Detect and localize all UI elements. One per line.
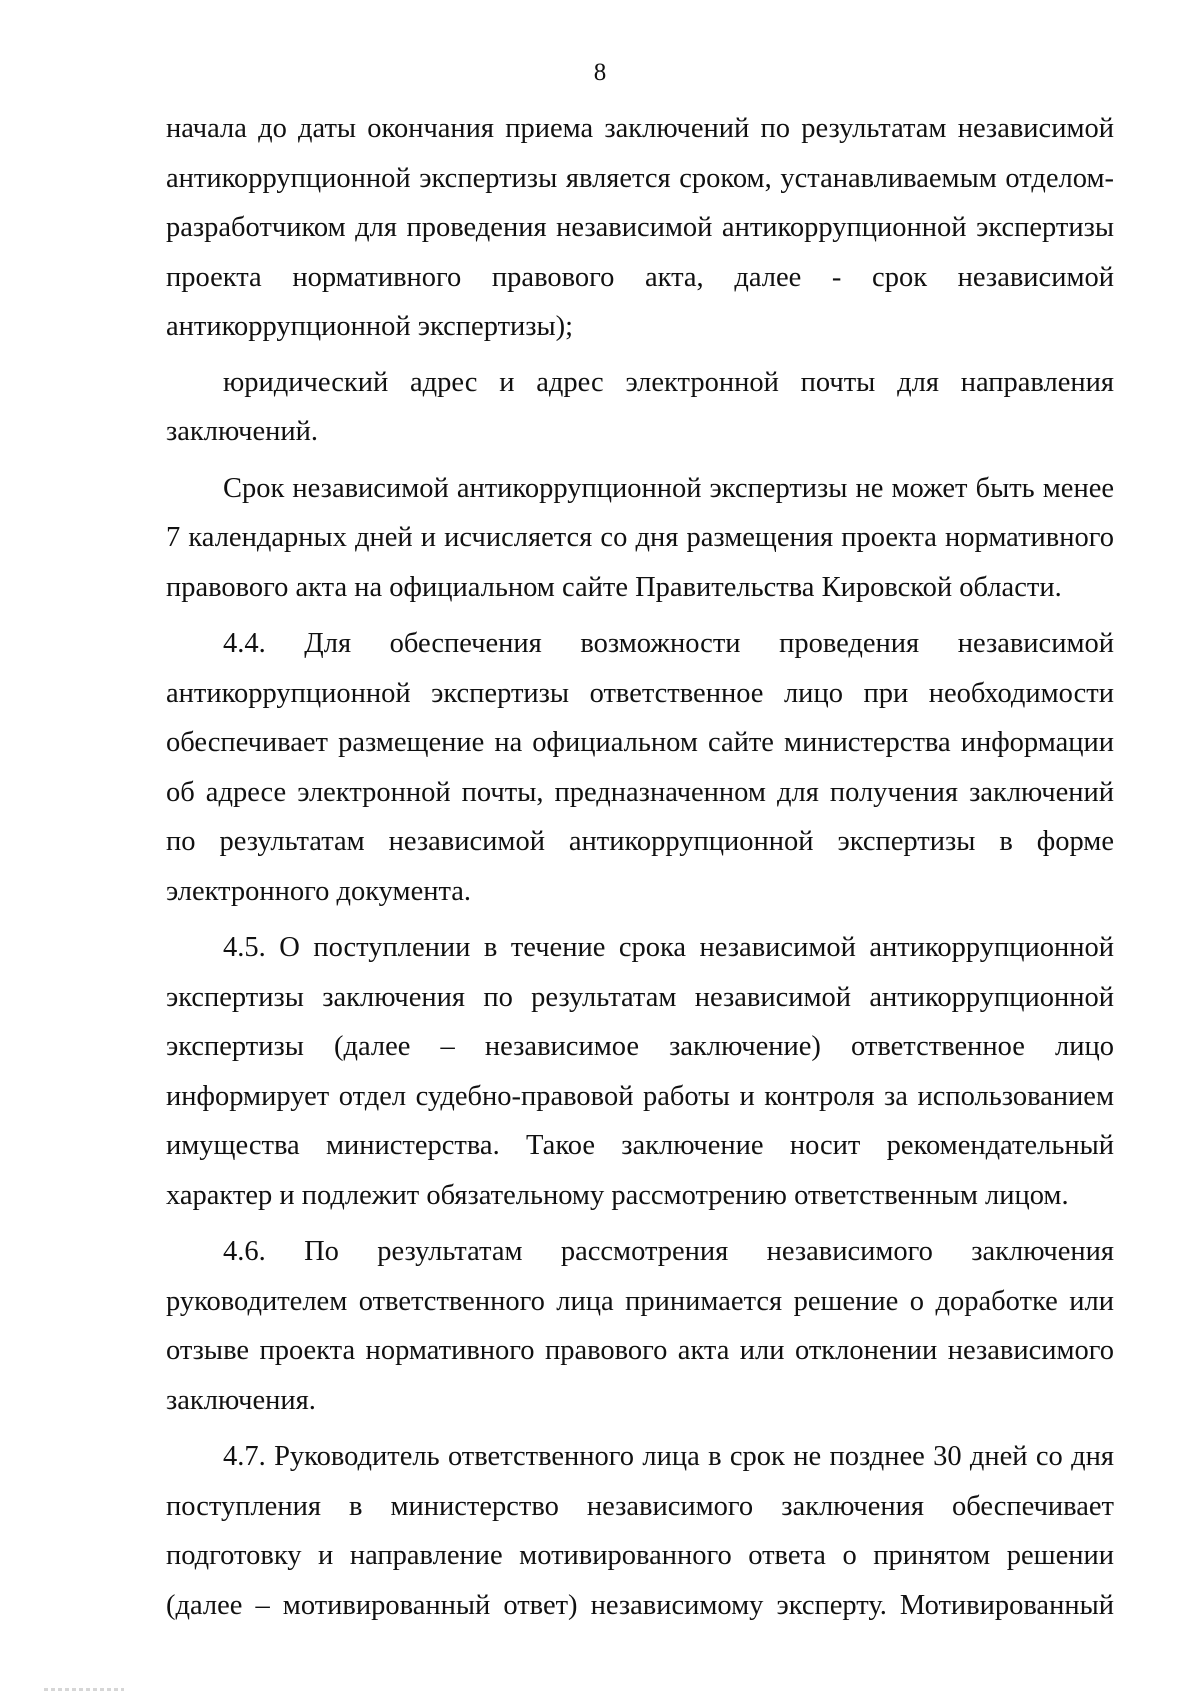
paragraph-expertise-term: Срок независимой антикоррупционной экспертизы не может быть менее 7 календарных дней и исчисляется со дня размещения проекта нормативного правового акта на официальном сайте Правительства Кировской области. <box>166 472 1114 603</box>
paragraph-legal-address: юридический адрес и адрес электронной почты для направления заключений. <box>166 366 1114 447</box>
scan-artifact <box>44 1688 124 1691</box>
document-body <box>166 104 1114 1630</box>
paragraph-continuation: начала до даты окончания приема заключений по результатам независимой антикоррупционной экспертизы является сроком, устанавливаемым отделом-разработчиком для проведения независимой антикоррупционной экспертизы проекта нормативного правового акта, далее - срок независимой антикоррупционной экспертизы); <box>166 113 1114 342</box>
paragraph-4-4: 4.4. Для обеспечения возможности проведения независимой антикоррупционной экспертизы ответственное лицо при необходимости обеспечивает размещение на официальном сайте министерства информации об адресе электронной почты, предназначенном для получения заключений по результатам независимой антикоррупционной экспертизы в форме электронного документа. <box>166 628 1114 907</box>
paragraph-4-6: 4.6. По результатам рассмотрения независимого заключения руководителем ответственного лица принимается решение о доработке или отзыве проекта нормативного правового акта или отклонении независимого заключения. <box>166 1236 1114 1416</box>
page-number: 8 <box>593 59 607 86</box>
paragraph-4-7: 4.7. Руководитель ответственного лица в срок не позднее 30 дней со дня поступления в министерство независимого заключения обеспечивает подготовку и направление мотивированного ответа о принятом решении (далее – мотивированный ответ) независимому эксперту. Мотивированный <box>166 1441 1114 1621</box>
paragraph-4-5: 4.5. О поступлении в течение срока независимой антикоррупционной экспертизы заключения по результатам независимой антикоррупционной экспертизы (далее – независимое заключение) ответственное лицо информирует отдел судебно-правовой работы и контроля за использованием имущества министерства. Такое заключение носит рекомендательный характер и подлежит обязательному рассмотрению ответственным лицом. <box>166 932 1114 1211</box>
